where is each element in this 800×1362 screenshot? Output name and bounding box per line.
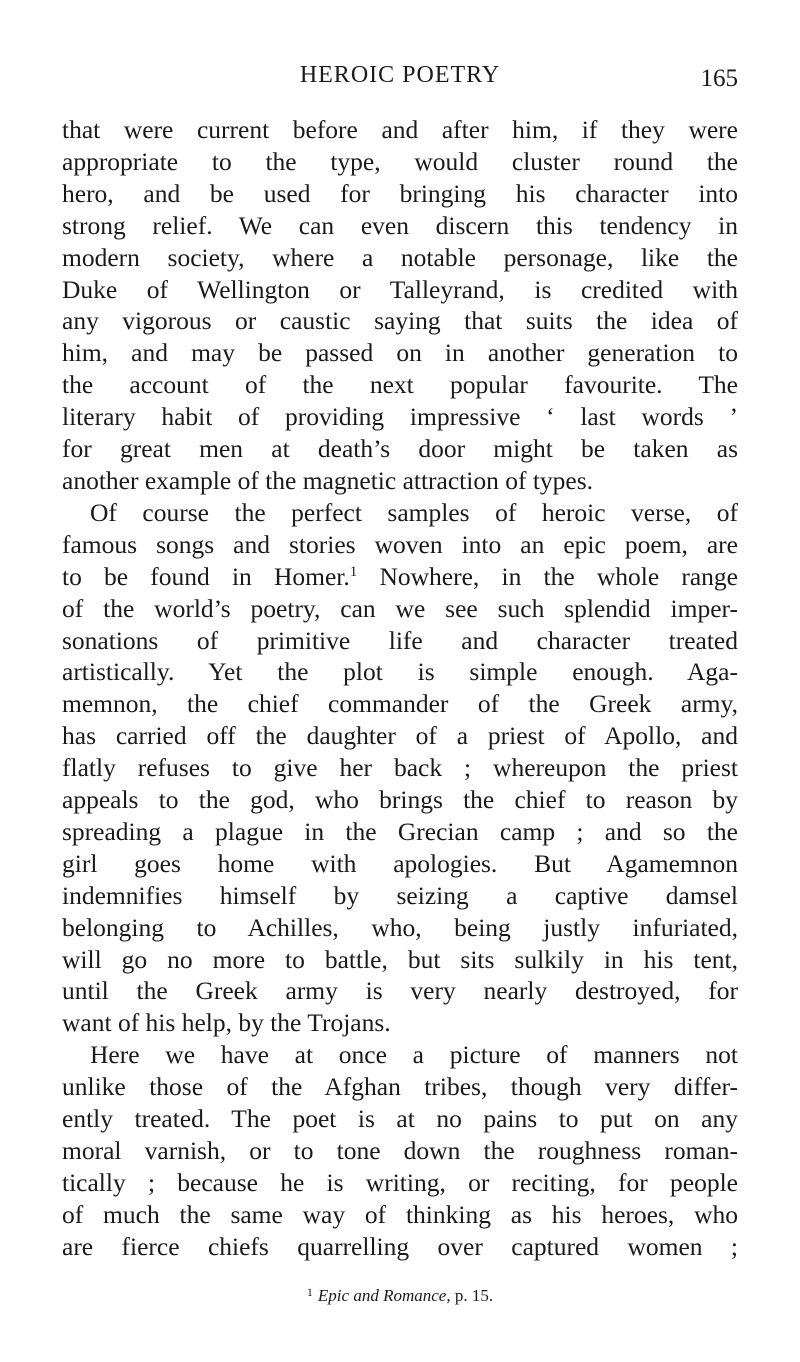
text-line: indemnifies himself by seizing a captive damsel: [62, 880, 738, 910]
text-line: unlike those of the Afghan tribes, though very differ-: [62, 1072, 738, 1102]
footnote-work-title: Epic and Romance,: [317, 1286, 451, 1305]
footnote-mark: 1: [306, 1285, 313, 1299]
text-line: ently treated. The poet is at no pains to put on any: [62, 1104, 738, 1134]
text-line: another example of the magnetic attraction of types.: [62, 465, 594, 495]
page-number: 165: [700, 65, 738, 92]
footnote-page-ref: p. 15.: [454, 1286, 494, 1305]
text-line: artistically. Yet the plot is simple enough. Aga-: [62, 657, 738, 687]
footnote: [0, 1280, 800, 1308]
paragraph-3: [62, 1039, 738, 1262]
text-line: of the world’s poetry, can we see such splendid imper-: [62, 593, 738, 623]
text-line: any vigorous or caustic saying that suits the idea of: [62, 306, 738, 336]
text-line: of much the same way of thinking as his heroes, who: [62, 1199, 738, 1229]
text-line: appropriate to the type, would cluster round the: [62, 146, 738, 176]
text-line: girl goes home with apologies. But Agamemnon: [62, 848, 738, 878]
text-line: Of course the perfect samples of heroic verse, of: [90, 497, 738, 527]
text-line: the account of the next popular favourite. The: [62, 370, 738, 400]
text-line: want of his help, by the Trojans.: [62, 1008, 391, 1038]
text-line: Duke of Wellington or Talleyrand, is credited with: [62, 274, 738, 304]
text-line: for great men at death’s door might be taken as: [62, 434, 738, 464]
text-line: appeals to the god, who brings the chief to reason by: [62, 785, 738, 815]
body-text: [62, 114, 738, 1263]
text-line: memnon, the chief commander of the Greek army,: [62, 689, 738, 719]
paragraph-2: [62, 497, 738, 1039]
text-line: him, and may be passed on in another generation to: [62, 338, 738, 368]
running-head: [62, 58, 738, 92]
paragraph-1: [62, 114, 738, 497]
text-line: famous songs and stories woven into an epic poem, are: [62, 529, 738, 559]
text-line: has carried off the daughter of a priest of Apollo, and: [62, 721, 738, 751]
text-line: are fierce chiefs quarrelling over captured women ;: [62, 1231, 738, 1261]
footnote-reference: 1: [349, 563, 358, 580]
text-line: spreading a plague in the Grecian camp ; and so the: [62, 816, 738, 846]
text-line: belonging to Achilles, who, being justly infuriated,: [62, 912, 738, 942]
running-title: HEROIC POETRY: [299, 62, 501, 88]
text-line: strong relief. We can even discern this tendency in: [62, 210, 738, 240]
text-segment: to be found in Homer.: [62, 561, 350, 591]
text-line: modern society, where a notable personage, like the: [62, 242, 738, 272]
text-line: that were current before and after him, if they were: [62, 115, 738, 144]
text-line: sonations of primitive life and character treated: [62, 625, 738, 655]
text-line-with-footnote-ref: [62, 561, 738, 593]
text-line: tically ; because he is writing, or reciting, for people: [62, 1167, 738, 1197]
text-segment: Nowhere, in the whole range: [379, 561, 738, 591]
text-line: literary habit of providing impressive ‘ last words ’: [62, 402, 738, 432]
text-line: hero, and be used for bringing his character into: [62, 178, 738, 208]
text-line: Here we have at once a picture of manners not: [90, 1040, 738, 1070]
text-line: until the Greek army is very nearly destroyed, for: [62, 976, 738, 1006]
text-line: moral varnish, or to tone down the roughness roman-: [62, 1136, 738, 1165]
text-line: flatly refuses to give her back ; whereupon the priest: [62, 753, 738, 783]
text-line: will go no more to battle, but sits sulkily in his tent,: [62, 944, 738, 974]
